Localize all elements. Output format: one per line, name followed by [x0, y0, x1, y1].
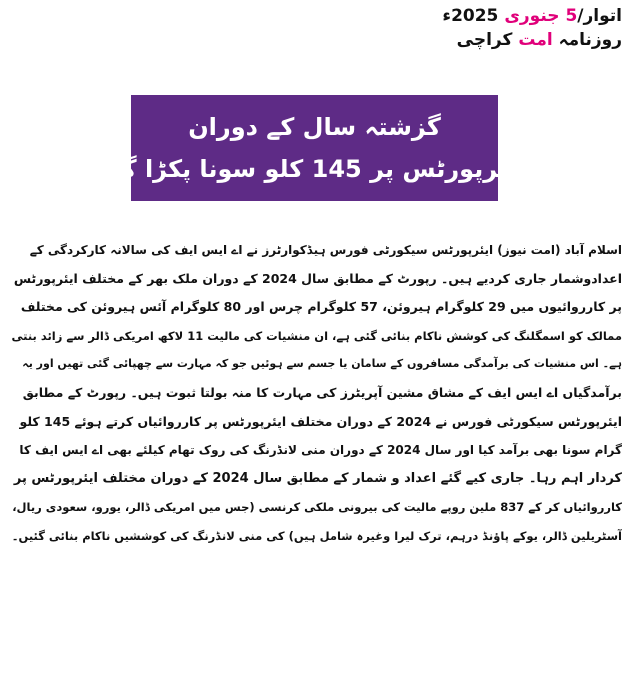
dateline-day: اتوار/	[577, 6, 622, 26]
article-line: ممالک کو اسمگلنگ کی کوشش ناکام بنائی گئی ہے، ان منشیات کی مالیت 11 لاکھ امریکی ڈالر سے زائد بنتی	[11, 328, 622, 343]
dateline-year: 2025ء	[442, 6, 499, 26]
article-line: ایئرپورٹس سیکورٹی فورس نے 2024 کے دوران مختلف ایئرپورٹس پر کارروائیاں کرتے ہوئے 145 کلو	[19, 413, 622, 429]
article-line: کردار اہم رہا۔ جاری کیے گئے اعداد و شمار کے مطابق سال 2024 کے دوران مختلف ایئرپورٹس پر	[13, 470, 622, 486]
dateline	[442, 4, 622, 28]
masthead	[442, 4, 622, 52]
article-line: کارروائیاں کر کے 837 ملین روپے مالیت کی بیرونی ملکی کرنسی (جس میں امریکی ڈالر، یورو، سعودی ریال،	[12, 500, 622, 515]
article-line: ہے۔ اس منشیات کی برآمدگی مسافروں کے سامان یا جسم سے ہوئیں جو کہ مہارت سے چھپائی گئی تھیں اور یہ	[22, 357, 622, 371]
article-line: پر کارروائیوں میں 29 کلوگرام ہیروئن، 57 کلوگرام چرس اور 80 کلوگرام آئس ہیروئن کی مختلف	[20, 299, 622, 315]
article-line: اعدادوشمار جاری کردیے ہیں۔ رپورٹ کے مطابق سال 2024 کے دوران ملک بھر کے مختلف ایئرپورٹس	[13, 270, 622, 286]
newspaper-city: کراچی	[456, 30, 519, 50]
article-line: آسٹریلین ڈالر، یوکے پاؤنڈ درہم، ترک لیرا وغیرہ شامل ہیں) کی منی لانڈرنگ کی کوششیں ناکام بنائی گئیں۔	[11, 528, 622, 543]
headline-line-2: ایئرپورٹس پر 145 کلو سونا پکڑا گیا	[103, 155, 526, 183]
newspaper-name	[442, 28, 622, 52]
article-line: اسلام آباد (امت نیوز) ایئرپورٹس سیکورٹی فورس ہیڈکوارٹرز نے اے ایس ایف کی سالانہ کارکردگی کے	[29, 243, 622, 257]
newspaper-brand: امت	[518, 30, 553, 50]
dateline-day-number: 5	[565, 6, 578, 26]
headline-line-1: گزشتہ سال کے دوران	[188, 113, 441, 141]
article-line: گرام سونا بھی برآمد کیا اور سال 2024 کے دوران منی لانڈرنگ کی روک تھام کیلئے بھی اے ایس ایف کا	[19, 443, 622, 458]
newspaper-prefix: روزنامہ	[552, 30, 622, 50]
dateline-month: جنوری	[504, 6, 566, 26]
headline-box	[103, 95, 526, 201]
article-body	[8, 236, 622, 551]
article-line: برآمدگیاں اے ایس ایف کے مشاق مشین آپریٹرز کی مہارت کا منہ بولتا ثبوت ہیں۔ رپورٹ کے مطابق	[22, 384, 622, 400]
